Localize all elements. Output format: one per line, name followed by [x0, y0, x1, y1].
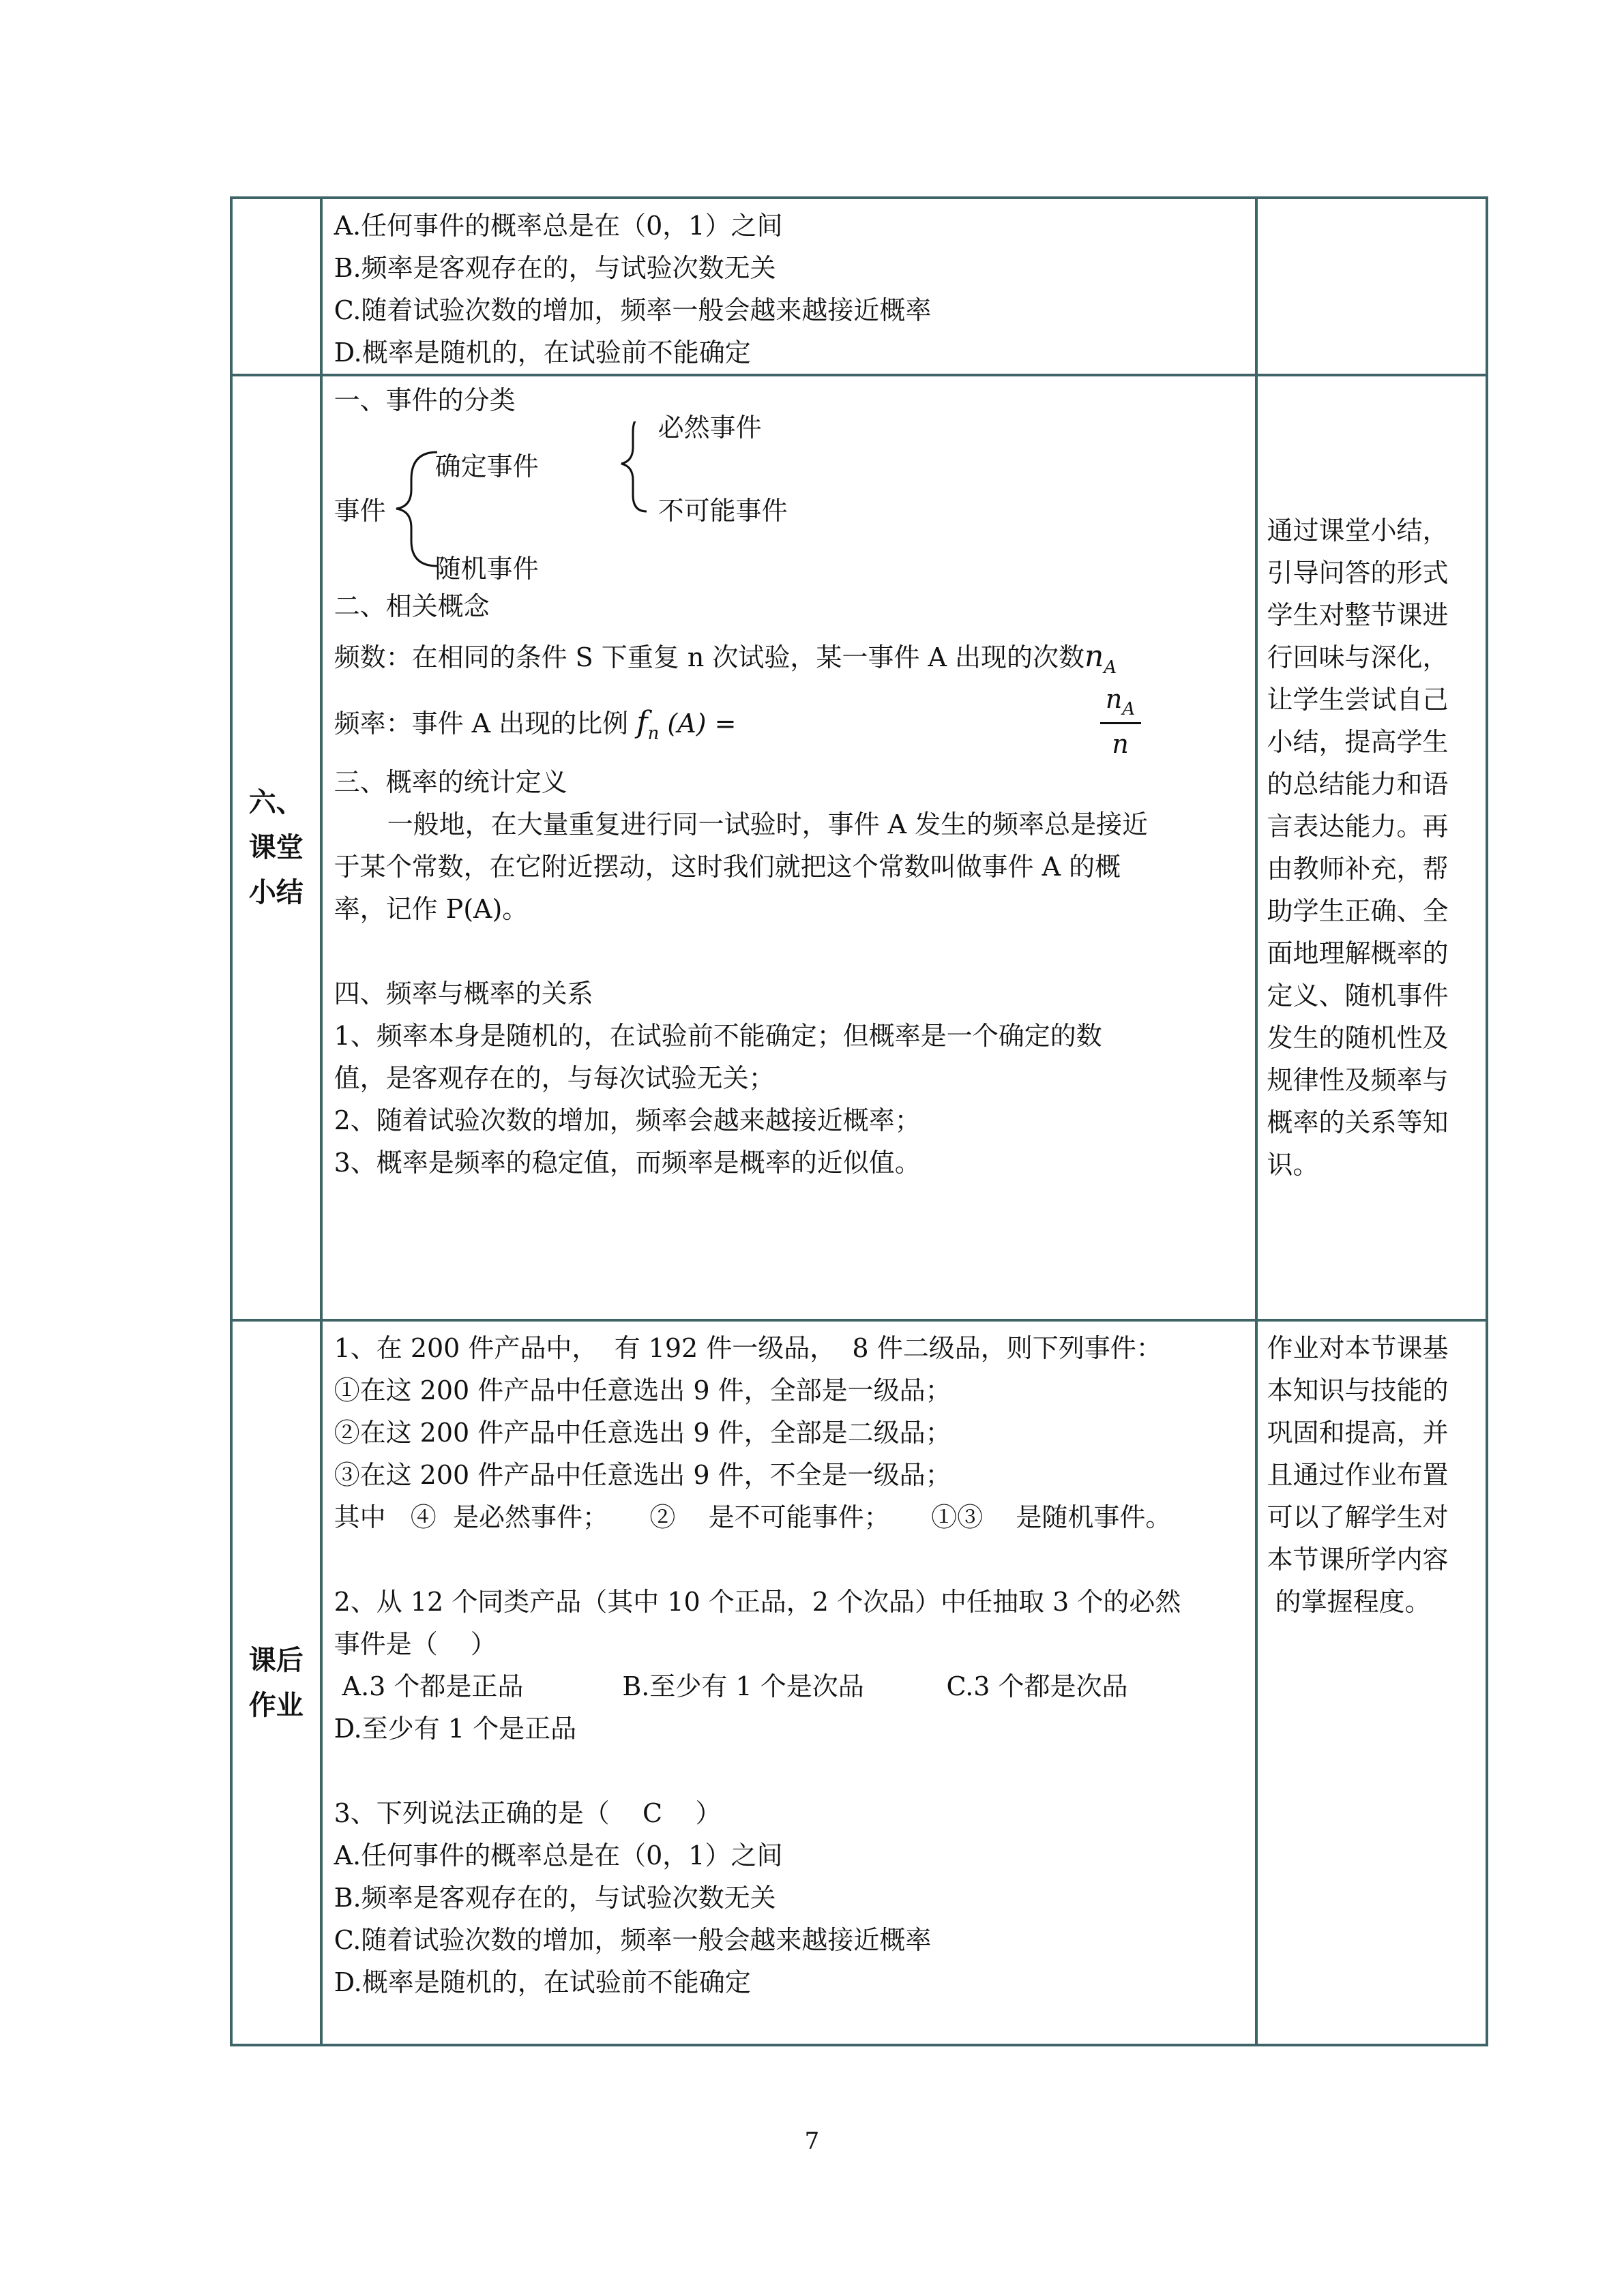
page-number: 7: [804, 2128, 820, 2155]
note-line: 且通过作业布置: [1267, 1460, 1449, 1490]
question-1-line: ①在这 200 件产品中任意选出 9 件，全部是一级品；: [334, 1375, 951, 1405]
note-line: 的掌握程度。: [1267, 1587, 1431, 1617]
summary-note-cell: [1256, 375, 1487, 1320]
question-3-line: 3、下列说法正确的是（ C ）: [334, 1798, 722, 1828]
section-heading: 一、事件的分类: [334, 385, 516, 415]
option-b: B.频率是客观存在的，与试验次数无关: [334, 253, 776, 283]
summary-note: [1258, 509, 1486, 1186]
homework-label: [249, 1638, 304, 1728]
homework-note: [1258, 1327, 1486, 1623]
options-cell: [321, 198, 1256, 375]
question-1-line: 1、在 200 件产品中， 有 192 件一级品， 8 件二级品，则下列事件：: [334, 1333, 1162, 1363]
fn-argument: (A) =: [667, 709, 737, 739]
a-subscript: A: [1104, 657, 1117, 678]
question-2-line: 事件是（ ）: [334, 1629, 497, 1659]
summary-label-line: 小结: [248, 877, 304, 908]
question-2-line: 2、从 12 个同类产品（其中 10 个正品，2 个次品）中任抽取 3 个的必然: [334, 1587, 1181, 1617]
table-row-homework: [231, 1320, 1487, 2045]
section-heading: 二、相关概念: [334, 591, 490, 621]
note-line: 助学生正确、全: [1267, 896, 1449, 926]
relation-line: 2、随着试验次数的增加，频率会越来越接近概率；: [334, 1105, 921, 1135]
relation-line: 值，是客观存在的，与每次试验无关；: [334, 1063, 775, 1093]
question-3-line: A.任何事件的概率总是在（0，1）之间: [334, 1840, 783, 1870]
spacer: [323, 1750, 1255, 1792]
option-d: D.概率是随机的，在试验前不能确定: [334, 338, 751, 368]
lesson-plan-table: [230, 196, 1488, 2046]
brace-large: [396, 452, 437, 566]
note-line: 的总结能力和语: [1267, 769, 1449, 799]
label-cell-empty: [231, 198, 321, 375]
option-c: C.随着试验次数的增加，频率一般会越来越接近概率: [334, 295, 932, 325]
tree-impossible: 不可能事件: [658, 496, 788, 526]
summary-label-line: 课堂: [248, 832, 304, 863]
relation-line: 1、频率本身是随机的，在试验前不能确定；但概率是一个确定的数: [334, 1021, 1102, 1051]
table-row-summary: [231, 375, 1487, 1320]
section-heading: 三、概率的统计定义: [334, 767, 567, 797]
frequency-rate-line: [323, 682, 1255, 758]
numerator-n: n: [1105, 684, 1123, 714]
tree-determinate: 确定事件: [434, 451, 539, 481]
note-line: 识。: [1267, 1150, 1319, 1180]
spacer: [323, 1538, 1255, 1581]
note-line: 定义、随机事件: [1267, 981, 1449, 1011]
f-symbol: f: [636, 705, 648, 740]
brace-small: [621, 421, 647, 511]
summary-label-cell: [231, 375, 321, 1320]
homework-note-cell: [1256, 1320, 1487, 2045]
fraction-numerator: [1100, 682, 1141, 719]
tree-certain: 必然事件: [658, 413, 762, 443]
note-line: 发生的随机性及: [1267, 1023, 1449, 1053]
definition-line: 率，记作 P(A)。: [334, 894, 529, 924]
question-3-line: D.概率是随机的，在试验前不能确定: [334, 1967, 751, 1997]
question-1-line: 其中 ④ 是必然事件； ② 是不可能事件； ①③ 是随机事件。: [334, 1502, 1172, 1532]
question-1-line: ②在这 200 件产品中任意选出 9 件，全部是二级品；: [334, 1418, 951, 1448]
note-line: 由教师补充，帮: [1267, 854, 1449, 884]
summary-label-line: 六、: [248, 787, 304, 818]
homework-label-line: 作业: [248, 1689, 304, 1721]
tree-random: 随机事件: [434, 554, 539, 584]
summary-content-cell: [321, 375, 1256, 1320]
tree-root: 事件: [334, 496, 386, 526]
option-a: A.任何事件的概率总是在（0，1）之间: [334, 211, 783, 241]
note-line: 让学生尝试自己: [1267, 685, 1449, 715]
note-line: 行回味与深化，: [1267, 642, 1449, 672]
formula-fraction: [1100, 682, 1141, 761]
homework-content-cell: [321, 1320, 1256, 2045]
numerator-subscript: A: [1122, 699, 1136, 719]
frequency-rate-label: 频率：事件 A 出现的比例: [334, 709, 629, 739]
note-line: 通过课堂小结，: [1267, 516, 1449, 546]
definition-line: 于某个常数，在它附近摆动，这时我们就把这个常数叫做事件 A 的概: [334, 852, 1121, 882]
definition-line: 一般地，在大量重复进行同一试验时，事件 A 发生的频率总是接近: [387, 809, 1149, 839]
homework-label-cell: [231, 1320, 321, 2045]
fn-subscript: n: [647, 724, 660, 744]
table-row-options: [231, 198, 1487, 375]
spacer: [323, 930, 1255, 972]
note-line: 言表达能力。再: [1267, 811, 1449, 841]
note-line: 巩固和提高，并: [1267, 1418, 1449, 1448]
question-1-line: ③在这 200 件产品中任意选出 9 件，不全是一级品；: [334, 1460, 951, 1490]
note-line: 可以了解学生对: [1267, 1502, 1449, 1532]
n-symbol: n: [1084, 639, 1104, 674]
frequency-count-line: [323, 636, 1255, 682]
question-2-line: A.3 个都是正品 B.至少有 1 个是次品 C.3 个都是次品: [334, 1671, 1128, 1701]
frequency-rate-text: [334, 702, 737, 744]
frequency-count-text: 频数：在相同的条件 S 下重复 n 次试验，某一事件 A 出现的次数: [334, 642, 1084, 672]
note-cell-empty: [1256, 198, 1487, 375]
note-line: 本节课所学内容: [1267, 1545, 1449, 1575]
homework-label-line: 课后: [248, 1644, 304, 1676]
note-line: 概率的关系等知: [1267, 1107, 1449, 1137]
note-line: 作业对本节课基: [1267, 1333, 1449, 1363]
question-3-line: B.频率是客观存在的，与试验次数无关: [334, 1883, 776, 1913]
fraction-denominator: n: [1112, 729, 1129, 759]
note-line: 规律性及频率与: [1267, 1065, 1449, 1095]
question-2-line: D.至少有 1 个是正品: [334, 1714, 577, 1744]
question-3-line: C.随着试验次数的增加，频率一般会越来越接近概率: [334, 1925, 932, 1955]
note-line: 本知识与技能的: [1267, 1375, 1449, 1405]
relation-line: 3、概率是频率的稳定值，而频率是概率的近似值。: [334, 1148, 921, 1178]
event-classification-tree: [323, 413, 1255, 592]
section-heading: 四、频率与概率的关系: [334, 979, 593, 1009]
fraction-bar: [1100, 722, 1141, 724]
summary-label: [249, 780, 304, 915]
note-line: 面地理解概率的: [1267, 938, 1449, 968]
note-line: 小结，提高学生: [1267, 727, 1449, 757]
note-line: 学生对整节课进: [1267, 600, 1449, 630]
note-line: 引导问答的形式: [1267, 558, 1449, 588]
